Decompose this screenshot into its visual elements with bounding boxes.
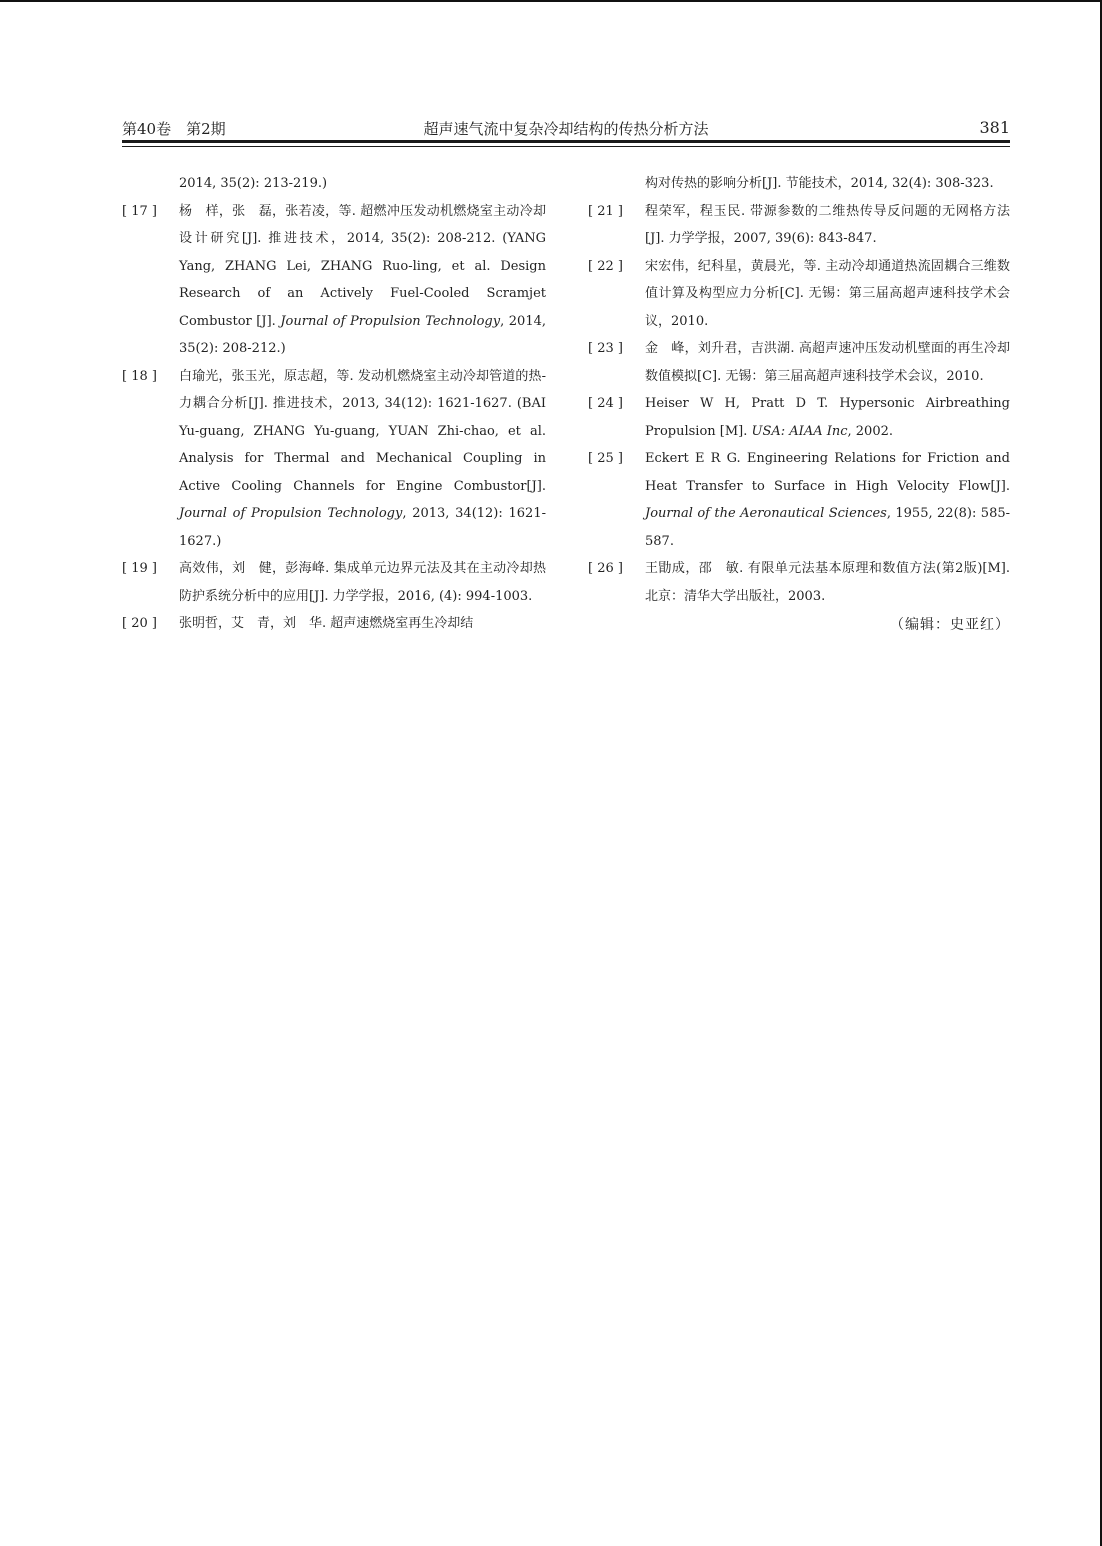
editor-credit: （编辑：史亚红） xyxy=(890,617,1010,633)
reference-number: [ 18 ] xyxy=(122,368,157,384)
header-rule-thin xyxy=(122,146,1010,147)
reference-number: [ 20 ] xyxy=(122,616,157,631)
reference-text: 杨 样，张 磊，张若凌，等. 超燃冲压发动机燃烧室主动冷却设计研究[J]. 推进技术，2014, 35(2): 208-212. (YANG Yang, ZHANG Lei, ZHANG Ruo-ling, et al. Design Research of an Actively Fuel-Cooled Scramjet Combustor [J]. Journal of Propulsion Technology, 2014, 35(2): 208-212.) xyxy=(179,203,547,356)
running-header xyxy=(122,112,1010,140)
reference-entry xyxy=(122,198,546,363)
reference-text: 宋宏伟，纪科星，黄晨光，等. 主动冷却通道热流固耦合三维数值计算及构型应力分析[C]. 无锡：第三届高超声速科技学术会议，2010. xyxy=(645,258,1010,329)
reference-entry xyxy=(588,335,1010,390)
reference-text: 张明哲，艾 青，刘 华. 超声速燃烧室再生冷却结 xyxy=(179,616,474,631)
page-top-border xyxy=(0,0,1102,2)
reference-entry xyxy=(588,253,1010,336)
reference-text: 白瑜光，张玉光，原志超，等. 发动机燃烧室主动冷却管道的热-力耦合分析[J]. 推进技术，2013, 34(12): 1621-1627. (BAI Yu-guang, ZHANG Yu-guang, YUAN Zhi-chao, et al. Analysis for Thermal and Mechanical Coupling in Active Cooling Channels for Engine Combustor[J]. Journal of Propulsion Technology, 2013, 34(12): 1621-1627.) xyxy=(179,368,546,549)
reference-number: [ 19 ] xyxy=(122,561,157,576)
header-rule-thick xyxy=(122,140,1010,143)
journal-volume-issue: 第40卷 第2期 xyxy=(122,120,226,138)
reference-text: 高效伟，刘 健，彭海峰. 集成单元边界元法及其在主动冷却热防护系统分析中的应用[J]. 力学学报，2016, (4): 994-1003. xyxy=(179,561,546,604)
reference-continuation: 2014, 35(2): 213-219.) xyxy=(179,176,328,191)
reference-entry xyxy=(122,555,546,610)
reference-entry xyxy=(588,198,1010,253)
reference-number: [ 22 ] xyxy=(588,258,623,274)
reference-text: 王勖成，邵 敏. 有限单元法基本原理和数值方法(第2版)[M]. 北京：清华大学出版社，2003. xyxy=(645,561,1010,604)
reference-text: Heiser W H, Pratt D T. Hypersonic Airbreathing Propulsion [M]. USA: AIAA Inc, 2002. xyxy=(645,396,1010,439)
page-number: 381 xyxy=(979,118,1010,137)
reference-text: 金 峰，刘升君，吉洪湖. 高超声速冲压发动机壁面的再生冷却数值模拟[C]. 无锡：第三届高超声速科技学术会议，2010. xyxy=(645,341,1010,384)
reference-entry xyxy=(588,445,1010,555)
reference-number: [ 21 ] xyxy=(588,203,623,219)
reference-continuation: 构对传热的影响分析[J]. 节能技术，2014, 32(4): 308-323. xyxy=(645,176,994,191)
reference-text: 程荣军，程玉民. 带源参数的二维热传导反问题的无网格方法[J]. 力学学报，2007, 39(6): 843-847. xyxy=(645,203,1010,246)
reference-column-left xyxy=(122,170,546,638)
reference-number: [ 24 ] xyxy=(588,396,623,411)
reference-entry xyxy=(122,363,546,556)
reference-entry xyxy=(122,610,546,638)
reference-number: [ 25 ] xyxy=(588,451,623,466)
reference-number: [ 17 ] xyxy=(122,203,157,219)
reference-text: Eckert E R G. Engineering Relations for Friction and Heat Transfer to Surface in High Velocity Flow[J]. Journal of the Aeronautical Sciences, 1955, 22(8): 585-587. xyxy=(645,451,1010,549)
article-running-title: 超声速气流中复杂冷却结构的传热分析方法 xyxy=(423,120,709,138)
reference-entry xyxy=(588,390,1010,445)
reference-column-right xyxy=(588,170,1010,640)
reference-number: [ 26 ] xyxy=(588,561,623,576)
reference-entry xyxy=(588,555,1010,610)
reference-number: [ 23 ] xyxy=(588,341,623,356)
